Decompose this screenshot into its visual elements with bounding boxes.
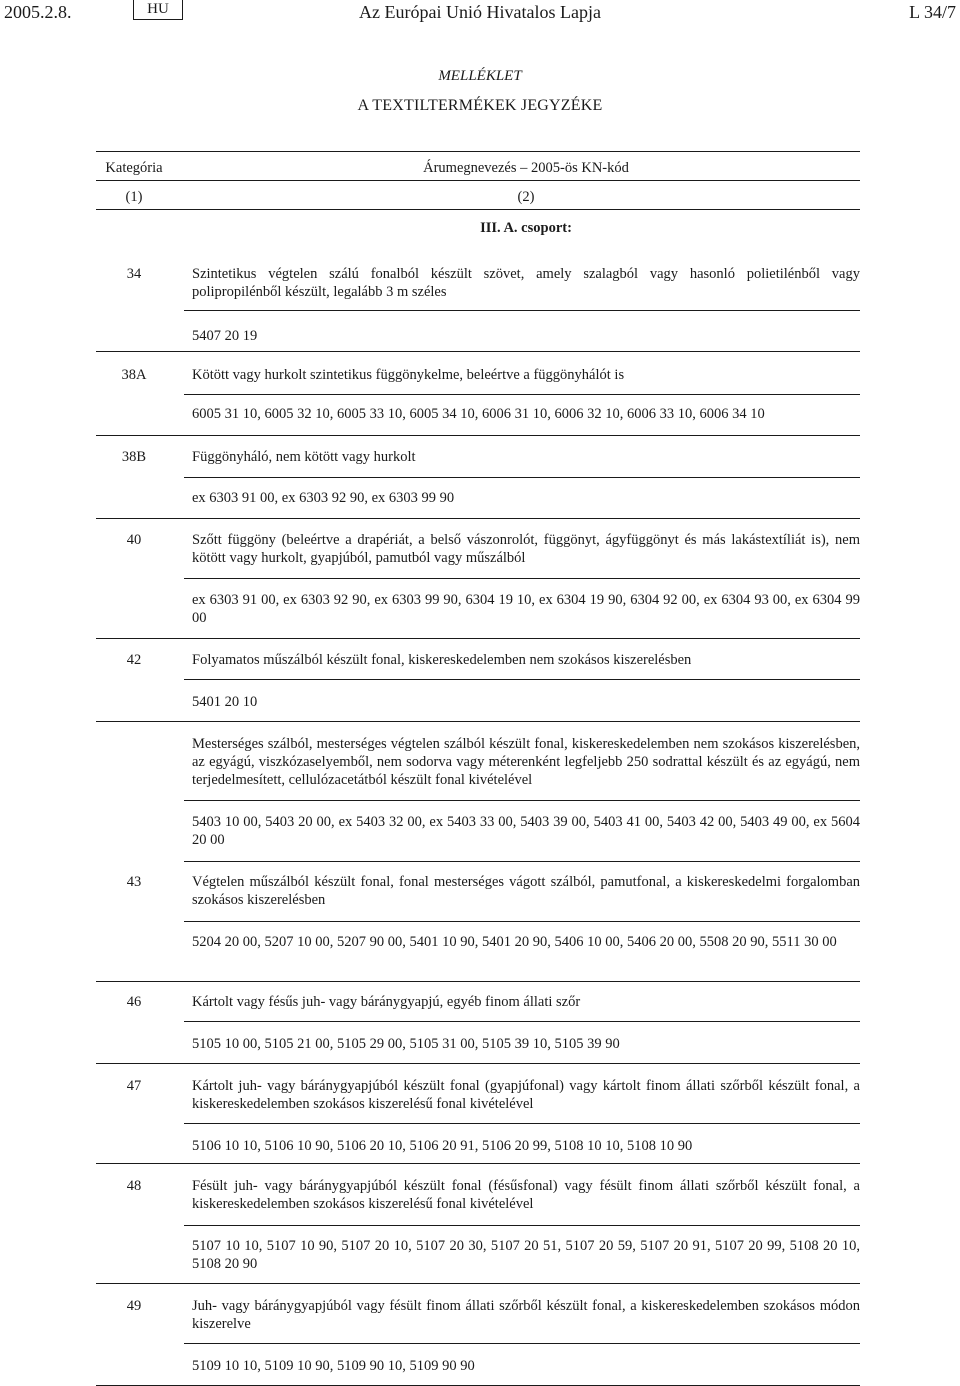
row-rule	[96, 435, 860, 436]
kn-code-list: 5109 10 10, 5109 10 90, 5109 90 10, 5109 90 90	[192, 1358, 475, 1374]
category-number: 43	[126, 874, 142, 890]
category-number: 49	[126, 1298, 142, 1314]
document-title: A TEXTILTERMÉKEK JEGYZÉKE	[357, 97, 603, 114]
group-title: III. A. csoport:	[480, 220, 572, 236]
category-description: Végtelen műszálból készült fonal, fonal mesterséges vágott szálból, pamutfonal, a kiskereskedelmi forgalomban szokásos kiszerelésben	[192, 874, 860, 908]
row-rule	[184, 310, 860, 311]
row-rule	[96, 518, 860, 519]
category-number: 34	[126, 266, 142, 282]
row-rule	[184, 800, 860, 801]
category-description: Kötött vagy hurkolt szintetikus függönykelme, beleértve a függönyhálót is	[192, 367, 625, 383]
kn-code-list: ex 6303 91 00, ex 6303 92 90, ex 6303 99 90	[192, 490, 455, 506]
row-rule	[184, 1123, 860, 1124]
row-rule	[184, 578, 860, 579]
category-number: 46	[126, 994, 142, 1010]
row-rule	[184, 394, 860, 395]
kn-code-list: 5107 10 10, 5107 10 90, 5107 20 10, 5107 20 30, 5107 20 51, 5107 20 59, 5107 20 91, 5107 20 99, 5108 20 10, 5108 20 90	[192, 1238, 860, 1272]
row-rule	[96, 351, 860, 352]
column-number-rule	[96, 209, 860, 210]
kn-code-list: 5407 20 19	[192, 328, 258, 344]
row-rule	[184, 921, 860, 922]
row-rule	[96, 1063, 860, 1064]
category-description: Kártolt vagy fésűs juh- vagy báránygyapjú, egyéb finom állati szőr	[192, 994, 581, 1010]
kn-code-list: 5403 10 00, 5403 20 00, ex 5403 32 00, ex 5403 33 00, 5403 39 00, 5403 41 00, 5403 42 00, 5403 49 00, ex 5604 20 00	[192, 814, 860, 848]
page-header	[0, 0, 960, 26]
category-number: 38B	[121, 449, 147, 465]
category-description: Fésült juh- vagy báránygyapjúból készült fonal (fésűsfonal) vagy fésült finom állati szőrből készült fonal, a kiskereskedelemben szokásos kiszerelésű fonal kivételével	[192, 1178, 860, 1212]
category-description: Függönyháló, nem kötött vagy hurkolt	[192, 449, 416, 465]
header-rule	[96, 180, 860, 181]
category-number: 40	[126, 532, 142, 548]
publication-date: 2005.2.8.	[4, 2, 72, 22]
kn-code-list: 5105 10 00, 5105 21 00, 5105 29 00, 5105 31 00, 5105 39 10, 5105 39 90	[192, 1036, 620, 1052]
category-number: 47	[126, 1078, 142, 1094]
column-number-2: (2)	[517, 189, 535, 205]
category-number: 38A	[121, 367, 147, 383]
row-rule	[96, 1163, 860, 1164]
kn-code-list: 5401 20 10	[192, 694, 258, 710]
category-description: Szőtt függöny (beleértve a drapériát, a belső vászonrolót, függönyt, ágyfüggönyt és más lakástextíliát is), nem kötött vagy hurkolt, gyapjúból, pamutból vagy műszálból	[192, 532, 860, 566]
row-rule	[96, 721, 860, 722]
language-badge: HU	[133, 0, 183, 20]
column-number-1: (1)	[125, 189, 143, 205]
row-rule	[184, 679, 860, 680]
category-number: 42	[126, 652, 142, 668]
row-rule	[96, 981, 860, 982]
kn-code-list: ex 6303 91 00, ex 6303 92 90, ex 6303 99 90, 6304 19 10, ex 6304 19 90, 6304 92 00, ex 6304 93 00, ex 6304 99 00	[192, 592, 860, 626]
row-rule	[184, 861, 860, 862]
category-description: Juh- vagy báránygyapjúból vagy fésült finom állati szőrből készült fonal, a kiskereskedelemben szokásos módon kiszerelve	[192, 1298, 860, 1332]
journal-title: Az Európai Unió Hivatalos Lapja	[359, 2, 601, 22]
row-rule	[96, 1283, 860, 1284]
annex-label: MELLÉKLET	[438, 68, 522, 84]
page-number: L 34/7	[909, 2, 956, 22]
row-rule	[184, 1343, 860, 1344]
category-description: Kártolt juh- vagy báránygyapjúból készült fonal (gyapjúfonal) vagy kártolt finom állati szőrből készült fonal, a kiskereskedelemben szokásos kiszerelésű fonal kivételével	[192, 1078, 860, 1112]
category-description: Szintetikus végtelen szálú fonalból készült szövet, amely szalagból vagy hasonló polietilénből vagy polipropilénből készült, legalább 3 m széles	[192, 266, 860, 300]
column-header-category: Kategória	[105, 160, 163, 176]
category-description: Folyamatos műszálból készült fonal, kiskereskedelemben nem szokásos kiszerelésben	[192, 652, 692, 668]
kn-code-list: 5106 10 10, 5106 10 90, 5106 20 10, 5106 20 91, 5106 20 99, 5108 10 10, 5108 10 90	[192, 1138, 693, 1154]
row-rule	[184, 1225, 860, 1226]
column-header-description: Árumegnevezés – 2005-ös KN-kód	[423, 160, 629, 176]
row-rule	[184, 477, 860, 478]
row-rule	[184, 1021, 860, 1022]
category-number: 48	[126, 1178, 142, 1194]
kn-code-list: 5204 20 00, 5207 10 00, 5207 90 00, 5401 10 90, 5401 20 90, 5406 10 00, 5406 20 00, 5508 20 90, 5511 30 00	[192, 934, 837, 950]
category-description: Mesterséges szálból, mesterséges végtelen szálból készült fonal, kiskereskedelemben nem szokásos kiszerelésben, az egyágú, viszkózaselyemből, nem sodorva vagy méterenként legfeljebb 250 sodrattal készült és az egyágú, nem terjedelmesített, cellulózacetátból készült fonal kivételével	[192, 736, 860, 788]
row-rule	[96, 638, 860, 639]
kn-code-list: 6005 31 10, 6005 32 10, 6005 33 10, 6005 34 10, 6006 31 10, 6006 32 10, 6006 33 10, 6006 34 10	[192, 406, 765, 422]
table-top-rule	[96, 151, 860, 152]
